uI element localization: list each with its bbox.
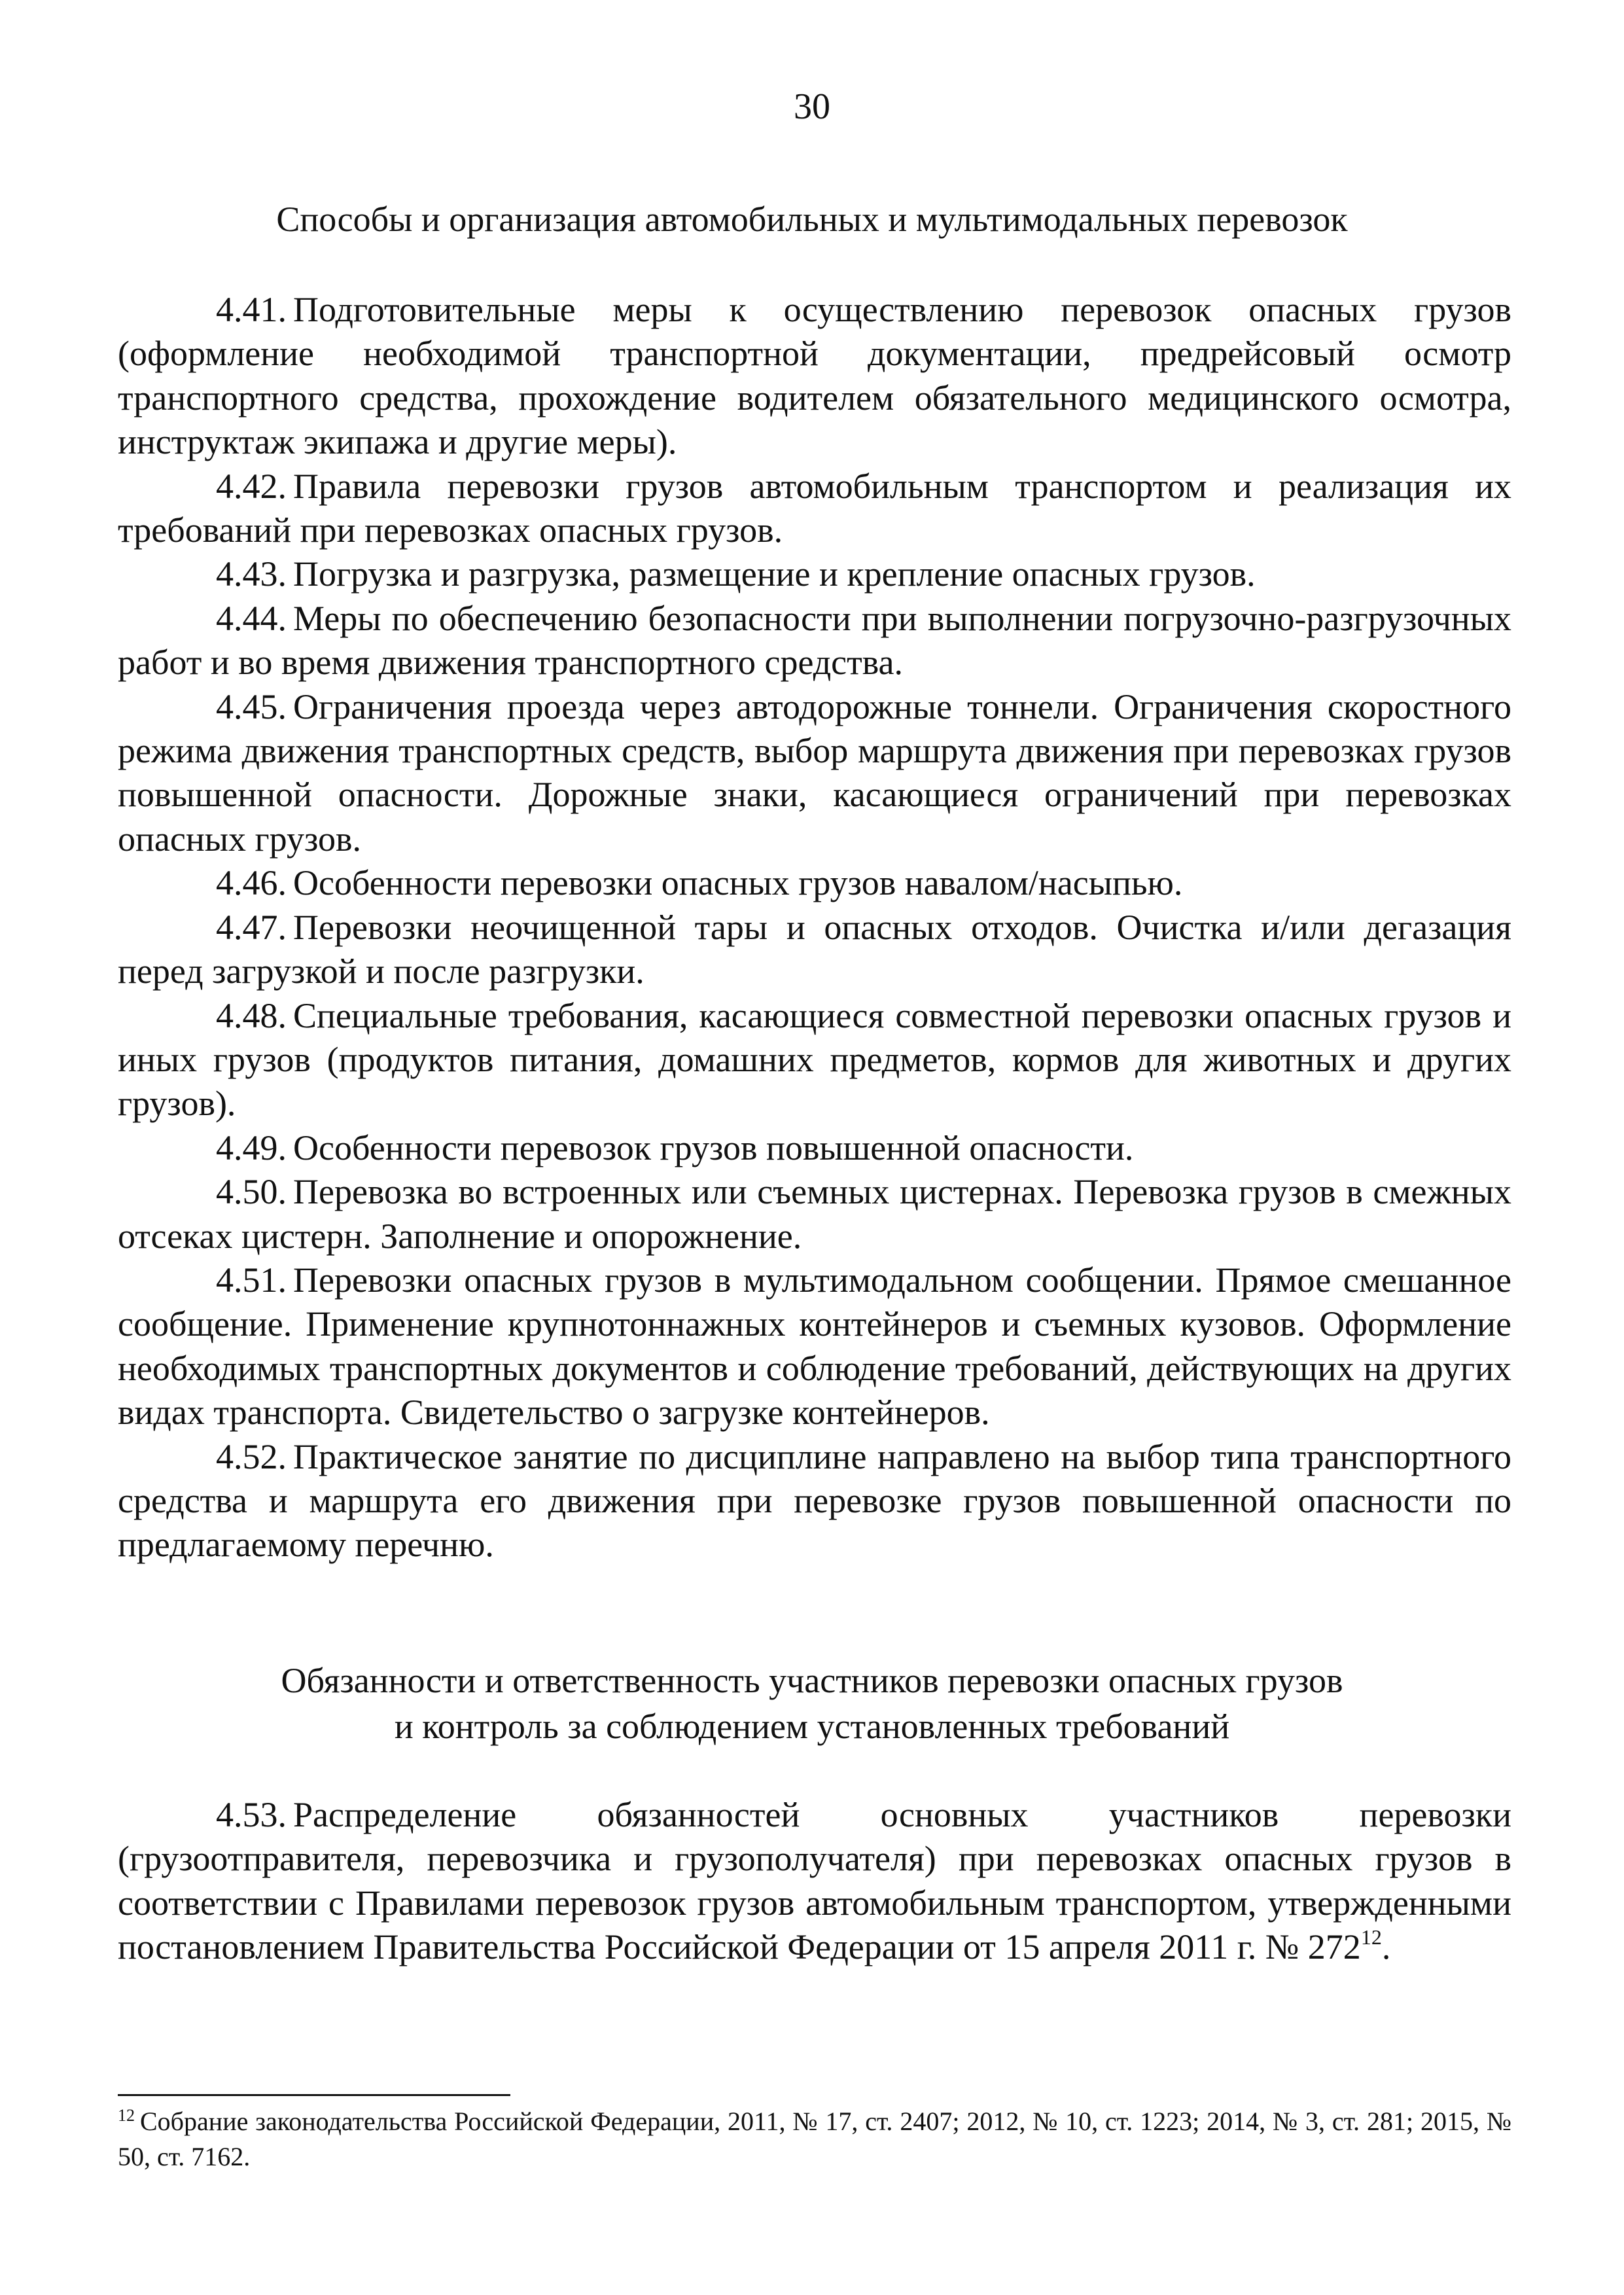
item-4-53	[118, 1793, 1511, 1970]
item-text: Особенности перевозок грузов повышенной опасности.	[293, 1128, 1134, 1167]
section-heading-line-1: Обязанности и ответственность участников перевозки опасных грузов	[281, 1661, 1343, 1700]
item-text-end: .	[1381, 1927, 1391, 1967]
item-number: 4.47.	[216, 907, 287, 947]
footnote-text: Собрание законодательства Российской Федерации, 2011, № 17, ст. 2407; 2012, № 10, ст. 1223; 2014, № 3, ст. 281; 2015, № 50, ст. 7162.	[118, 2107, 1511, 2171]
item-number: 4.53.	[216, 1795, 287, 1834]
item-number: 4.50.	[216, 1172, 287, 1212]
section-heading-responsibilities	[0, 1658, 1624, 1749]
item-text: Меры по обеспечению безопасности при выполнении погрузочно-разгрузочных работ и во время движения транспортного средства.	[118, 598, 1511, 683]
item-text: Погрузка и разгрузка, размещение и крепление опасных грузов.	[293, 554, 1256, 594]
item-number: 4.51.	[216, 1260, 287, 1300]
section-2-items	[118, 1793, 1511, 1970]
section-1-items	[118, 288, 1511, 1567]
item-text: Ограничения проезда через автодорожные тоннели. Ограничения скоростного режима движения транспортных средств, выбор маршрута движения при перевозках грузов повышенной опасности. Дорожные знаки, касающиеся ограничений при перевозках опасных грузов.	[118, 686, 1511, 859]
item-4-42	[118, 465, 1511, 553]
item-number: 4.46.	[216, 863, 287, 903]
item-number: 4.48.	[216, 995, 287, 1035]
footnote-number: 12	[118, 2106, 135, 2125]
item-text: Правила перевозки грузов автомобильным транспортом и реализация их требований при перевозках опасных грузов.	[118, 466, 1511, 550]
item-4-41	[118, 288, 1511, 465]
item-4-46	[118, 861, 1511, 905]
item-text: Особенности перевозки опасных грузов навалом/насыпью.	[293, 863, 1183, 903]
item-text: Перевозка во встроенных или съемных цистернах. Перевозка грузов в смежных отсеках цистерн. Заполнение и опорожнение.	[118, 1172, 1511, 1256]
page-number: 30	[794, 86, 830, 127]
item-number: 4.45.	[216, 686, 287, 726]
footnote-reference: 12	[1360, 1925, 1382, 1949]
item-4-50	[118, 1170, 1511, 1258]
footnote-divider	[118, 2094, 510, 2096]
item-4-48	[118, 994, 1511, 1126]
item-number: 4.52.	[216, 1436, 287, 1476]
item-4-45	[118, 685, 1511, 862]
item-number: 4.42.	[216, 466, 287, 506]
item-number: 4.43.	[216, 554, 287, 594]
item-4-49	[118, 1126, 1511, 1170]
section-heading-line-2: и контроль за соблюдением установленных требований	[394, 1707, 1230, 1746]
footnote	[118, 2104, 1511, 2175]
item-text: Специальные требования, касающиеся совместной перевозки опасных грузов и иных грузов (продуктов питания, домашних предметов, кормов для животных и других грузов).	[118, 995, 1511, 1124]
item-4-47	[118, 906, 1511, 994]
item-number: 4.49.	[216, 1128, 287, 1167]
item-number: 4.44.	[216, 598, 287, 638]
item-text: Перевозки неочищенной тары и опасных отходов. Очистка и/или дегазация перед загрузкой и после разгрузки.	[118, 907, 1511, 991]
item-4-44	[118, 597, 1511, 685]
item-text: Перевозки опасных грузов в мультимодальном сообщении. Прямое смешанное сообщение. Применение крупнотоннажных контейнеров и съемных кузовов. Оформление необходимых транспортных документов и соблюдение требований, действующих на других видах транспорта. Свидетельство о загрузке контейнеров.	[118, 1260, 1511, 1432]
item-4-43	[118, 552, 1511, 596]
item-text: Распределение обязанностей основных участников перевозки (грузоотправителя, перевозчика и грузополучателя) при перевозках опасных грузов в соответствии с Правилами перевозок грузов автомобильным транспортом, утвержденными постановлением Правительства Российской Федерации от 15 апреля 2011 г. № 272	[118, 1795, 1511, 1967]
item-text: Практическое занятие по дисциплине направлено на выбор типа транспортного средства и маршрута его движения при перевозке грузов повышенной опасности по предлагаемому перечню.	[118, 1436, 1511, 1565]
item-text: Подготовительные меры к осуществлению перевозок опасных грузов (оформление необходимой транспортной документации, предрейсовый осмотр транспортного средства, прохождение водителем обязательного медицинского осмотра, инструктаж экипажа и другие меры).	[118, 290, 1511, 462]
section-heading-transport-methods: Способы и организация автомобильных и мультимодальных перевозок	[276, 200, 1348, 239]
item-4-52	[118, 1435, 1511, 1567]
item-number: 4.41.	[216, 290, 287, 329]
item-4-51	[118, 1258, 1511, 1435]
